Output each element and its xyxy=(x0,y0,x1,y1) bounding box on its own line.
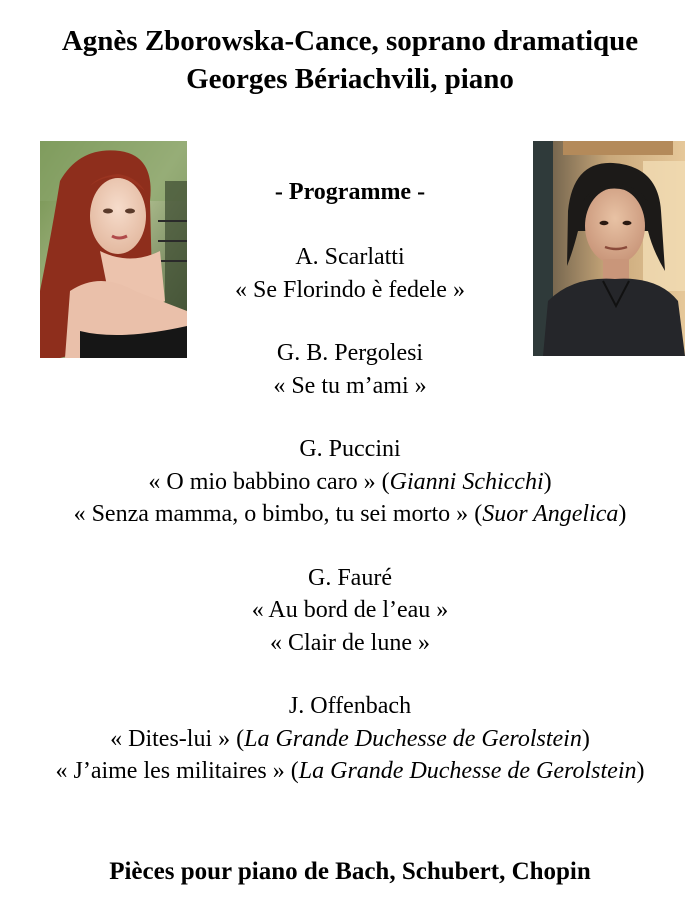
piece-source-opera: Gianni Schicchi xyxy=(389,468,544,495)
piece-source-opera: La Grande Duchesse de Gerolstein xyxy=(244,725,582,752)
piece-title: « O mio babbino caro » xyxy=(148,468,376,495)
composer-block xyxy=(0,690,700,788)
performer-pianist: Georges Bériachvili, piano xyxy=(186,63,514,95)
composer-name: G. Puccini xyxy=(299,436,401,462)
program-list xyxy=(0,241,700,788)
composer-name: J. Offenbach xyxy=(288,693,412,719)
piece xyxy=(0,627,700,660)
piano-pieces-note: Pièces pour piano de Bach, Schubert, Chopin xyxy=(109,858,591,885)
piece-title: « Au bord de l’eau » xyxy=(251,597,449,623)
piece xyxy=(0,274,700,307)
piece xyxy=(0,370,700,403)
composer-block xyxy=(0,337,700,402)
program-heading: - Programme - xyxy=(274,179,426,205)
composer-block xyxy=(0,433,700,531)
piece-title: « Dites-lui » xyxy=(110,725,231,752)
piece-title: « Senza mamma, o bimbo, tu sei morto » xyxy=(73,501,469,527)
concert-header xyxy=(0,22,700,98)
composer-name: A. Scarlatti xyxy=(295,244,405,270)
piece: « J’aime les militaires » (La Grande Duchesse de Gerolstein) xyxy=(55,758,645,784)
program xyxy=(0,176,700,819)
piece-title: « Se tu m’ami » xyxy=(273,372,427,399)
piece-source-opera: Suor Angelica xyxy=(482,501,619,527)
piece-title: « J’aime les militaires » xyxy=(55,758,285,784)
piece-source-opera: La Grande Duchesse de Gerolstein xyxy=(298,758,637,784)
composer-block xyxy=(0,241,700,306)
piece-title: « Se Florindo è fedele » xyxy=(235,276,465,303)
composer-name: G. B. Pergolesi xyxy=(276,340,424,366)
piece xyxy=(0,594,700,627)
piece: « Senza mamma, o bimbo, tu sei morto » (Suor Angelica) xyxy=(73,501,627,527)
piece: « Dites-lui » (La Grande Duchesse de Gerolstein) xyxy=(110,725,590,752)
piece: « O mio babbino caro » (Gianni Schicchi) xyxy=(148,468,552,495)
composer-block xyxy=(0,562,700,660)
piece-title: « Clair de lune » xyxy=(270,629,430,656)
performer-soprano: Agnès Zborowska-Cance, soprano dramatique xyxy=(61,25,639,57)
composer-name: G. Fauré xyxy=(308,564,392,591)
